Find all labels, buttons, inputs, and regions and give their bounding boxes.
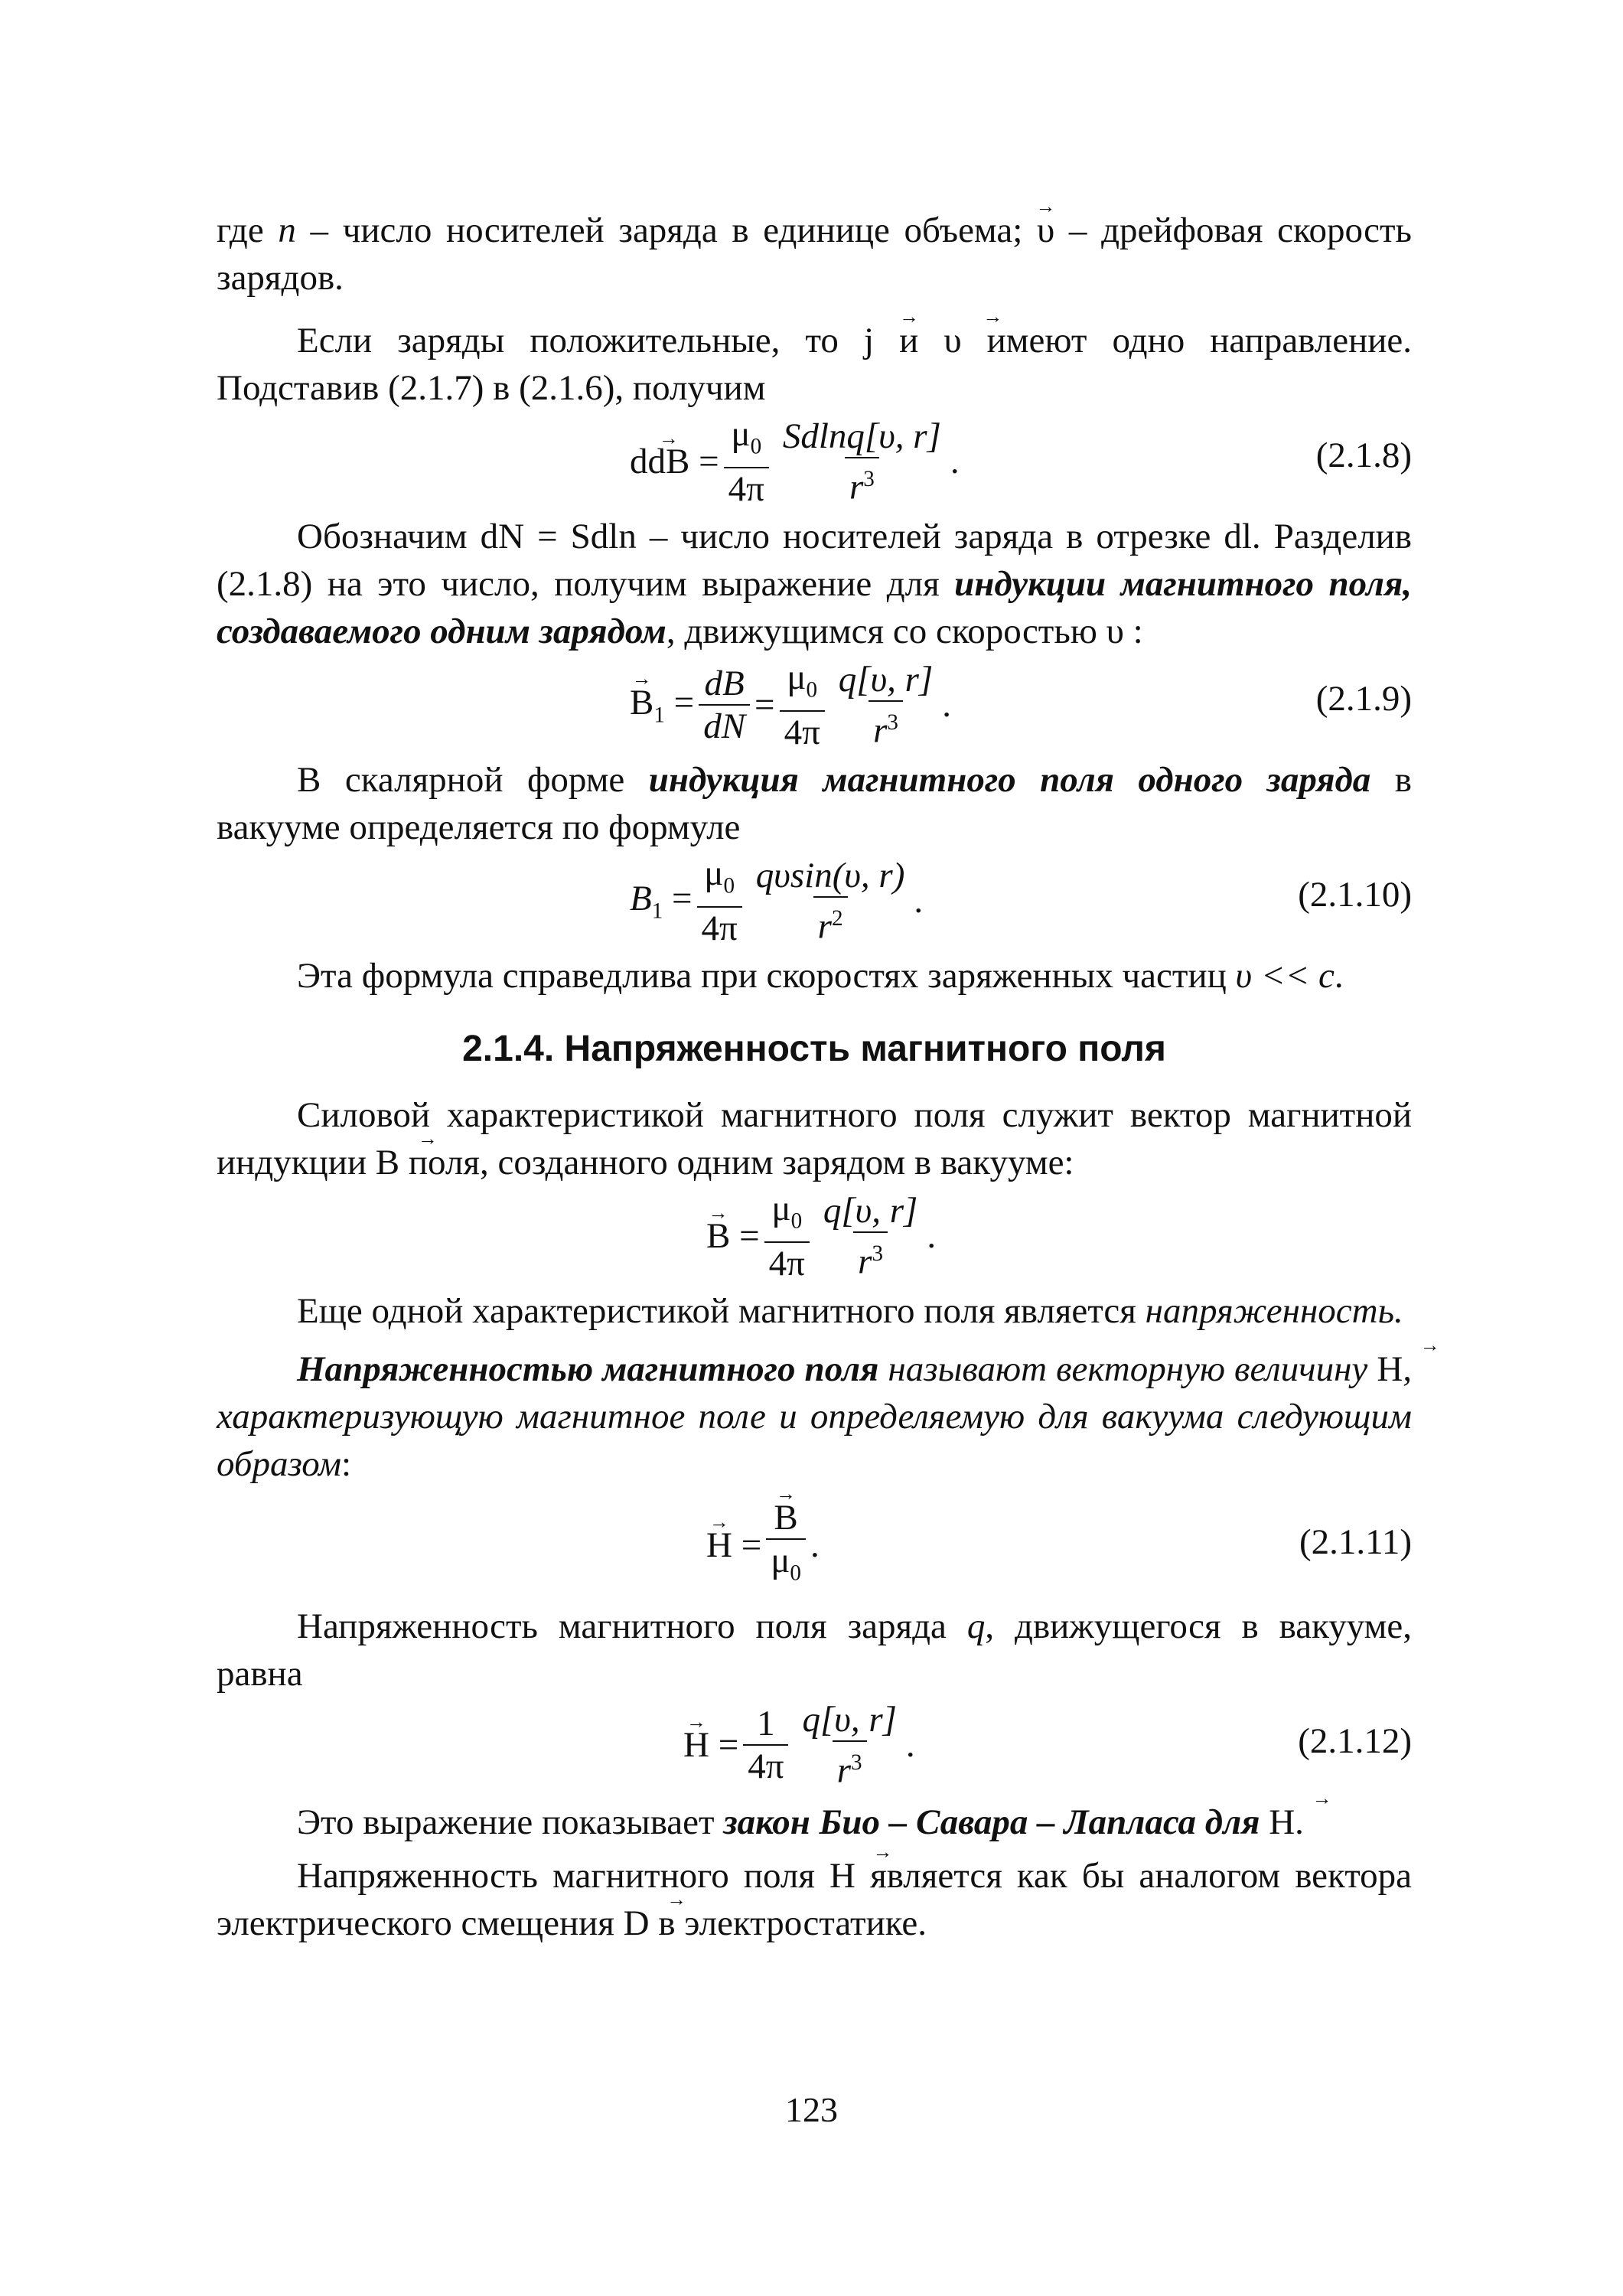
- fraction-coef: [697, 854, 742, 947]
- text: – дрейфовая скорость зарядов.: [217, 210, 1412, 298]
- eq-lhs: → $B_1$ =: [630, 682, 694, 728]
- term-bold: индукции магнитного поля, создаваемого одним зарядом: [217, 564, 1412, 651]
- text: в электростатике.: [649, 1903, 927, 1943]
- fraction-coef: [743, 1704, 788, 1786]
- fraction-main: [819, 1192, 922, 1281]
- text: , движущегося в вакууме, равна: [217, 1606, 1412, 1694]
- fraction-main: [834, 660, 937, 750]
- text: в вакууме определяется по формуле: [217, 760, 1412, 847]
- r: r: [873, 710, 888, 751]
- page-body: [217, 207, 1412, 1947]
- r: r: [836, 1750, 852, 1791]
- sub: 0: [790, 1208, 803, 1234]
- text: Напряженность магнитного поля заряда: [297, 1606, 967, 1646]
- eq-lhs: → H =: [706, 1525, 761, 1566]
- numerator: q[υ, r]: [802, 1700, 897, 1740]
- r: r: [858, 1241, 872, 1282]
- paragraph-11: [217, 1852, 1412, 1947]
- term-italic: напряженность.: [1145, 1291, 1403, 1331]
- denominator: 4π: [697, 906, 742, 947]
- vector-H: → H: [683, 1725, 709, 1765]
- sub: 0: [790, 1561, 801, 1586]
- r: r: [849, 467, 864, 507]
- term-bold: закон Био – Савара – Лапласа для: [723, 1802, 1260, 1842]
- text: :: [341, 1444, 352, 1484]
- term-bold: индукция магнитного поля одного заряда: [648, 760, 1371, 800]
- definition-italic: , характеризующую магнитное поле и определяемую для вакуума следующим образом: [217, 1349, 1413, 1484]
- numerator: Sdlnq[υ, r]: [782, 416, 941, 456]
- numerator: q[υ, r]: [838, 659, 934, 700]
- fraction-main: [751, 856, 910, 946]
- vector-v: → υ: [1037, 210, 1054, 250]
- r: r: [817, 906, 832, 947]
- period: .: [914, 881, 924, 921]
- equation-number: (2.1.11): [1299, 1522, 1412, 1562]
- equation-number: (2.1.8): [1315, 435, 1412, 475]
- vector-H: → H: [706, 1525, 732, 1565]
- fraction: [766, 1499, 806, 1592]
- equals: =: [754, 685, 775, 726]
- vector-D: → D: [624, 1903, 650, 1943]
- vector-B: → B: [706, 1216, 730, 1256]
- sup: 3: [887, 709, 898, 735]
- sub: 0: [806, 677, 818, 703]
- text: имеют одно направление. Подставив (2.1.7) в (2.1.6), получим: [217, 321, 1412, 408]
- text: Если заряды положительные, то: [297, 321, 864, 360]
- text: .: [1334, 956, 1344, 996]
- vector-B: → B: [376, 1143, 399, 1182]
- mu: μ: [771, 1189, 791, 1228]
- equation-2-1-11: [217, 1488, 1412, 1603]
- fraction-main: [797, 1701, 901, 1790]
- numerator: q[υ, r]: [823, 1190, 918, 1231]
- B: B: [630, 879, 652, 918]
- paragraph-5: [217, 952, 1412, 1000]
- text: где: [217, 210, 279, 250]
- equation-2-1-8: [217, 412, 1412, 510]
- fraction-main: [778, 417, 946, 507]
- text: является как бы аналогом вектора электрического смещения: [217, 1856, 1412, 1943]
- paragraph-7: [217, 1287, 1412, 1335]
- text: Еще одной характеристикой магнитного поля является: [297, 1291, 1146, 1331]
- sub: 0: [723, 873, 735, 899]
- text: Силовой характеристикой магнитного поля служит вектор магнитной индукции: [217, 1095, 1412, 1182]
- eq-lhs: → H =: [683, 1724, 738, 1766]
- text: Это выражение показывает: [297, 1802, 724, 1842]
- denominator: 4π: [743, 1744, 788, 1786]
- fraction-coef: [764, 1189, 810, 1283]
- paragraph-1: [217, 207, 1412, 302]
- sub: 1: [653, 703, 665, 728]
- vector-B: → B: [630, 683, 653, 722]
- condition: υ << c: [1235, 956, 1335, 996]
- mu: μ: [787, 657, 807, 697]
- equation-2-1-10: [217, 851, 1412, 949]
- sup: 3: [851, 1750, 862, 1775]
- text: Обозначим dN = Sdln – число носителей заряда в отрезке dl. Разделив (2.1.8) на это число, получим выражение для: [217, 517, 1412, 604]
- paragraph-10: [217, 1799, 1412, 1846]
- section-heading: 2.1.4. Напряженность магнитного поля: [462, 1029, 1166, 1069]
- period: .: [927, 1216, 937, 1257]
- period: .: [942, 685, 951, 726]
- text: Напряженность магнитного поля: [297, 1856, 830, 1896]
- denominator: 4π: [724, 467, 769, 508]
- equation-number: (2.1.12): [1298, 1721, 1412, 1761]
- vector-H: → H: [1377, 1349, 1403, 1389]
- fraction-dB-dN: [699, 664, 750, 745]
- sub: 0: [750, 434, 762, 459]
- paragraph-8: [217, 1345, 1412, 1488]
- vector-j: → j: [864, 321, 874, 360]
- sup: 2: [831, 905, 843, 931]
- period: .: [950, 442, 960, 482]
- denominator: 4π: [764, 1241, 810, 1283]
- paragraph-3: [217, 513, 1412, 655]
- text: , движущимся со скоростью υ :: [666, 612, 1143, 651]
- sup: 3: [872, 1241, 884, 1266]
- page-number: 123: [785, 2090, 838, 2129]
- eq-lhs: → B =: [706, 1215, 760, 1257]
- vector-v: → υ: [943, 321, 961, 360]
- equation-2-1-12: [217, 1698, 1412, 1795]
- symbol-q: q: [966, 1606, 986, 1646]
- text: – число носителей заряда в единице объема;: [295, 210, 1037, 250]
- equation-number: (2.1.10): [1298, 875, 1412, 915]
- eq-lhs: d→ dB =: [630, 441, 719, 482]
- numerator: dB: [704, 664, 745, 704]
- paragraph-9: [217, 1603, 1412, 1698]
- denominator: dN: [699, 704, 750, 745]
- denominator: 4π: [780, 710, 825, 752]
- term-bold: Напряженностью магнитного поля: [297, 1349, 879, 1389]
- vector-B: → B: [774, 1498, 797, 1538]
- period: .: [810, 1525, 820, 1566]
- text: поля, созданного одним зарядом в вакууме:: [399, 1143, 1074, 1182]
- numerator: qυsin(υ, r): [755, 855, 905, 895]
- text: .: [1295, 1802, 1304, 1842]
- fraction-coef: [780, 658, 825, 752]
- symbol-n: n: [278, 210, 296, 250]
- vector-H: → H: [1269, 1802, 1295, 1842]
- text: Эта формула справедлива при скоростях заряженных частиц: [297, 956, 1236, 996]
- definition-italic: называют векторную величину: [878, 1349, 1377, 1389]
- paragraph-6: [217, 1091, 1412, 1186]
- equation-B: [217, 1186, 1412, 1284]
- paragraph-4: [217, 756, 1412, 851]
- mu: μ: [771, 1541, 790, 1580]
- vector-B: → dB: [648, 442, 690, 481]
- text: и: [874, 321, 944, 360]
- equation-number: (2.1.9): [1315, 679, 1412, 719]
- mu: μ: [704, 853, 724, 893]
- sup: 3: [863, 466, 875, 491]
- numerator: 1: [757, 1704, 775, 1744]
- eq-lhs: $B_1$ =: [630, 879, 693, 924]
- text: В скалярной форме: [297, 760, 649, 800]
- fraction-coef: [724, 415, 769, 508]
- paragraph-2: [217, 317, 1412, 412]
- vector-H: → H: [829, 1856, 855, 1896]
- period: .: [905, 1725, 915, 1766]
- sub: 1: [651, 899, 663, 924]
- equation-2-1-9: [217, 655, 1412, 753]
- mu: μ: [731, 414, 751, 454]
